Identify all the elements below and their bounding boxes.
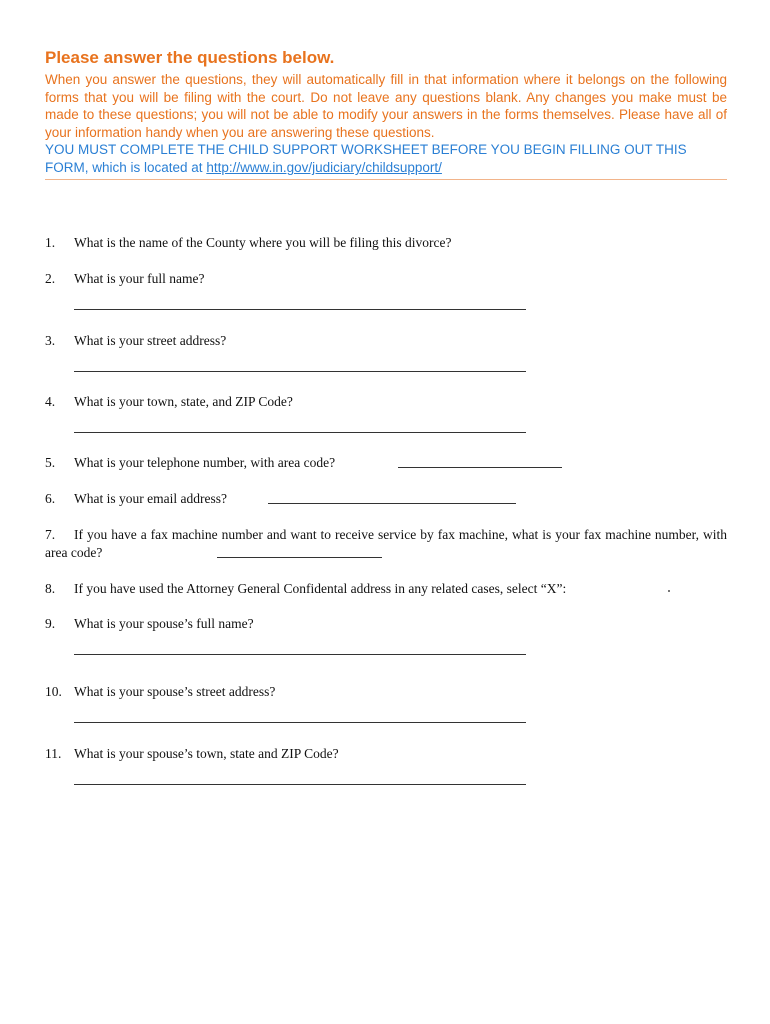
question-number: 10.	[45, 684, 62, 699]
question-text: What is your street address?	[74, 333, 227, 348]
question-text: What is your full name?	[74, 271, 205, 286]
question-text: What is your town, state, and ZIP Code?	[74, 394, 293, 409]
question-number: 2.	[45, 271, 56, 286]
spouse-street-answer-line[interactable]	[74, 722, 526, 723]
question-text: What is your spouse’s full name?	[74, 616, 254, 631]
notice-label: YOU MUST COMPLETE THE CHILD SUPPORT WORKSHEET BEFORE YOU BEGIN FILLING OUT THIS FORM, which is located at	[45, 142, 687, 175]
page-title: Please answer the questions below.	[45, 48, 335, 67]
question-text: What is the name of the County where you will be filing this divorce?	[74, 235, 452, 250]
question-text: What is your spouse’s street address?	[74, 684, 276, 699]
question-number: 7.	[45, 527, 56, 542]
full-name-answer-line[interactable]	[74, 309, 526, 310]
town-state-zip-answer-line[interactable]	[74, 432, 526, 433]
fax-answer-line[interactable]	[217, 557, 382, 558]
question-number: 11.	[45, 746, 62, 761]
question-text: What is your telephone number, with area code?	[74, 455, 336, 470]
question-number: 1.	[45, 235, 56, 250]
question-number: 9.	[45, 616, 56, 631]
question-8	[45, 580, 727, 597]
email-answer-line[interactable]	[268, 503, 516, 504]
question-number: 6.	[45, 491, 56, 506]
question-text: If you have a fax machine number and want to receive service by fax machine, what is your fax machine number, with area code?	[45, 527, 727, 560]
spouse-name-answer-line[interactable]	[74, 654, 526, 655]
question-text: If you have used the Attorney General Confidental address in any related cases, select “X”:	[74, 581, 567, 596]
telephone-answer-line[interactable]	[398, 467, 562, 468]
intro-text: When you answer the questions, they will automatically fill in that information where it belongs on the following forms that you will be filing with the court. Do not leave any questions blank. Any changes you make must be made to these questions; you will not be able to modify your answers in the forms themselves. Please have all of your information handy when you are answering these questions.	[45, 72, 727, 140]
question-7	[45, 526, 727, 562]
child-support-link[interactable]: http://www.in.gov/judiciary/childsupport/	[206, 160, 442, 175]
question-number: 5.	[45, 455, 56, 470]
header-divider	[45, 179, 727, 180]
question-number: 8.	[45, 581, 56, 596]
question-6	[45, 490, 727, 507]
spouse-town-answer-line[interactable]	[74, 784, 526, 785]
question-1	[45, 234, 727, 251]
question-11	[45, 745, 727, 762]
notice-text	[45, 141, 727, 177]
instructions-header	[45, 48, 727, 177]
question-4	[45, 393, 727, 410]
question-9	[45, 615, 727, 632]
question-number: 4.	[45, 394, 56, 409]
question-3	[45, 332, 727, 349]
question-text: What is your email address?	[74, 491, 227, 506]
question-2	[45, 270, 727, 287]
question-5	[45, 454, 727, 471]
confidential-address-checkbox[interactable]	[668, 590, 670, 592]
question-text: What is your spouse’s town, state and ZIP Code?	[74, 746, 339, 761]
street-address-answer-line[interactable]	[74, 371, 526, 372]
question-10	[45, 683, 727, 700]
question-number: 3.	[45, 333, 56, 348]
